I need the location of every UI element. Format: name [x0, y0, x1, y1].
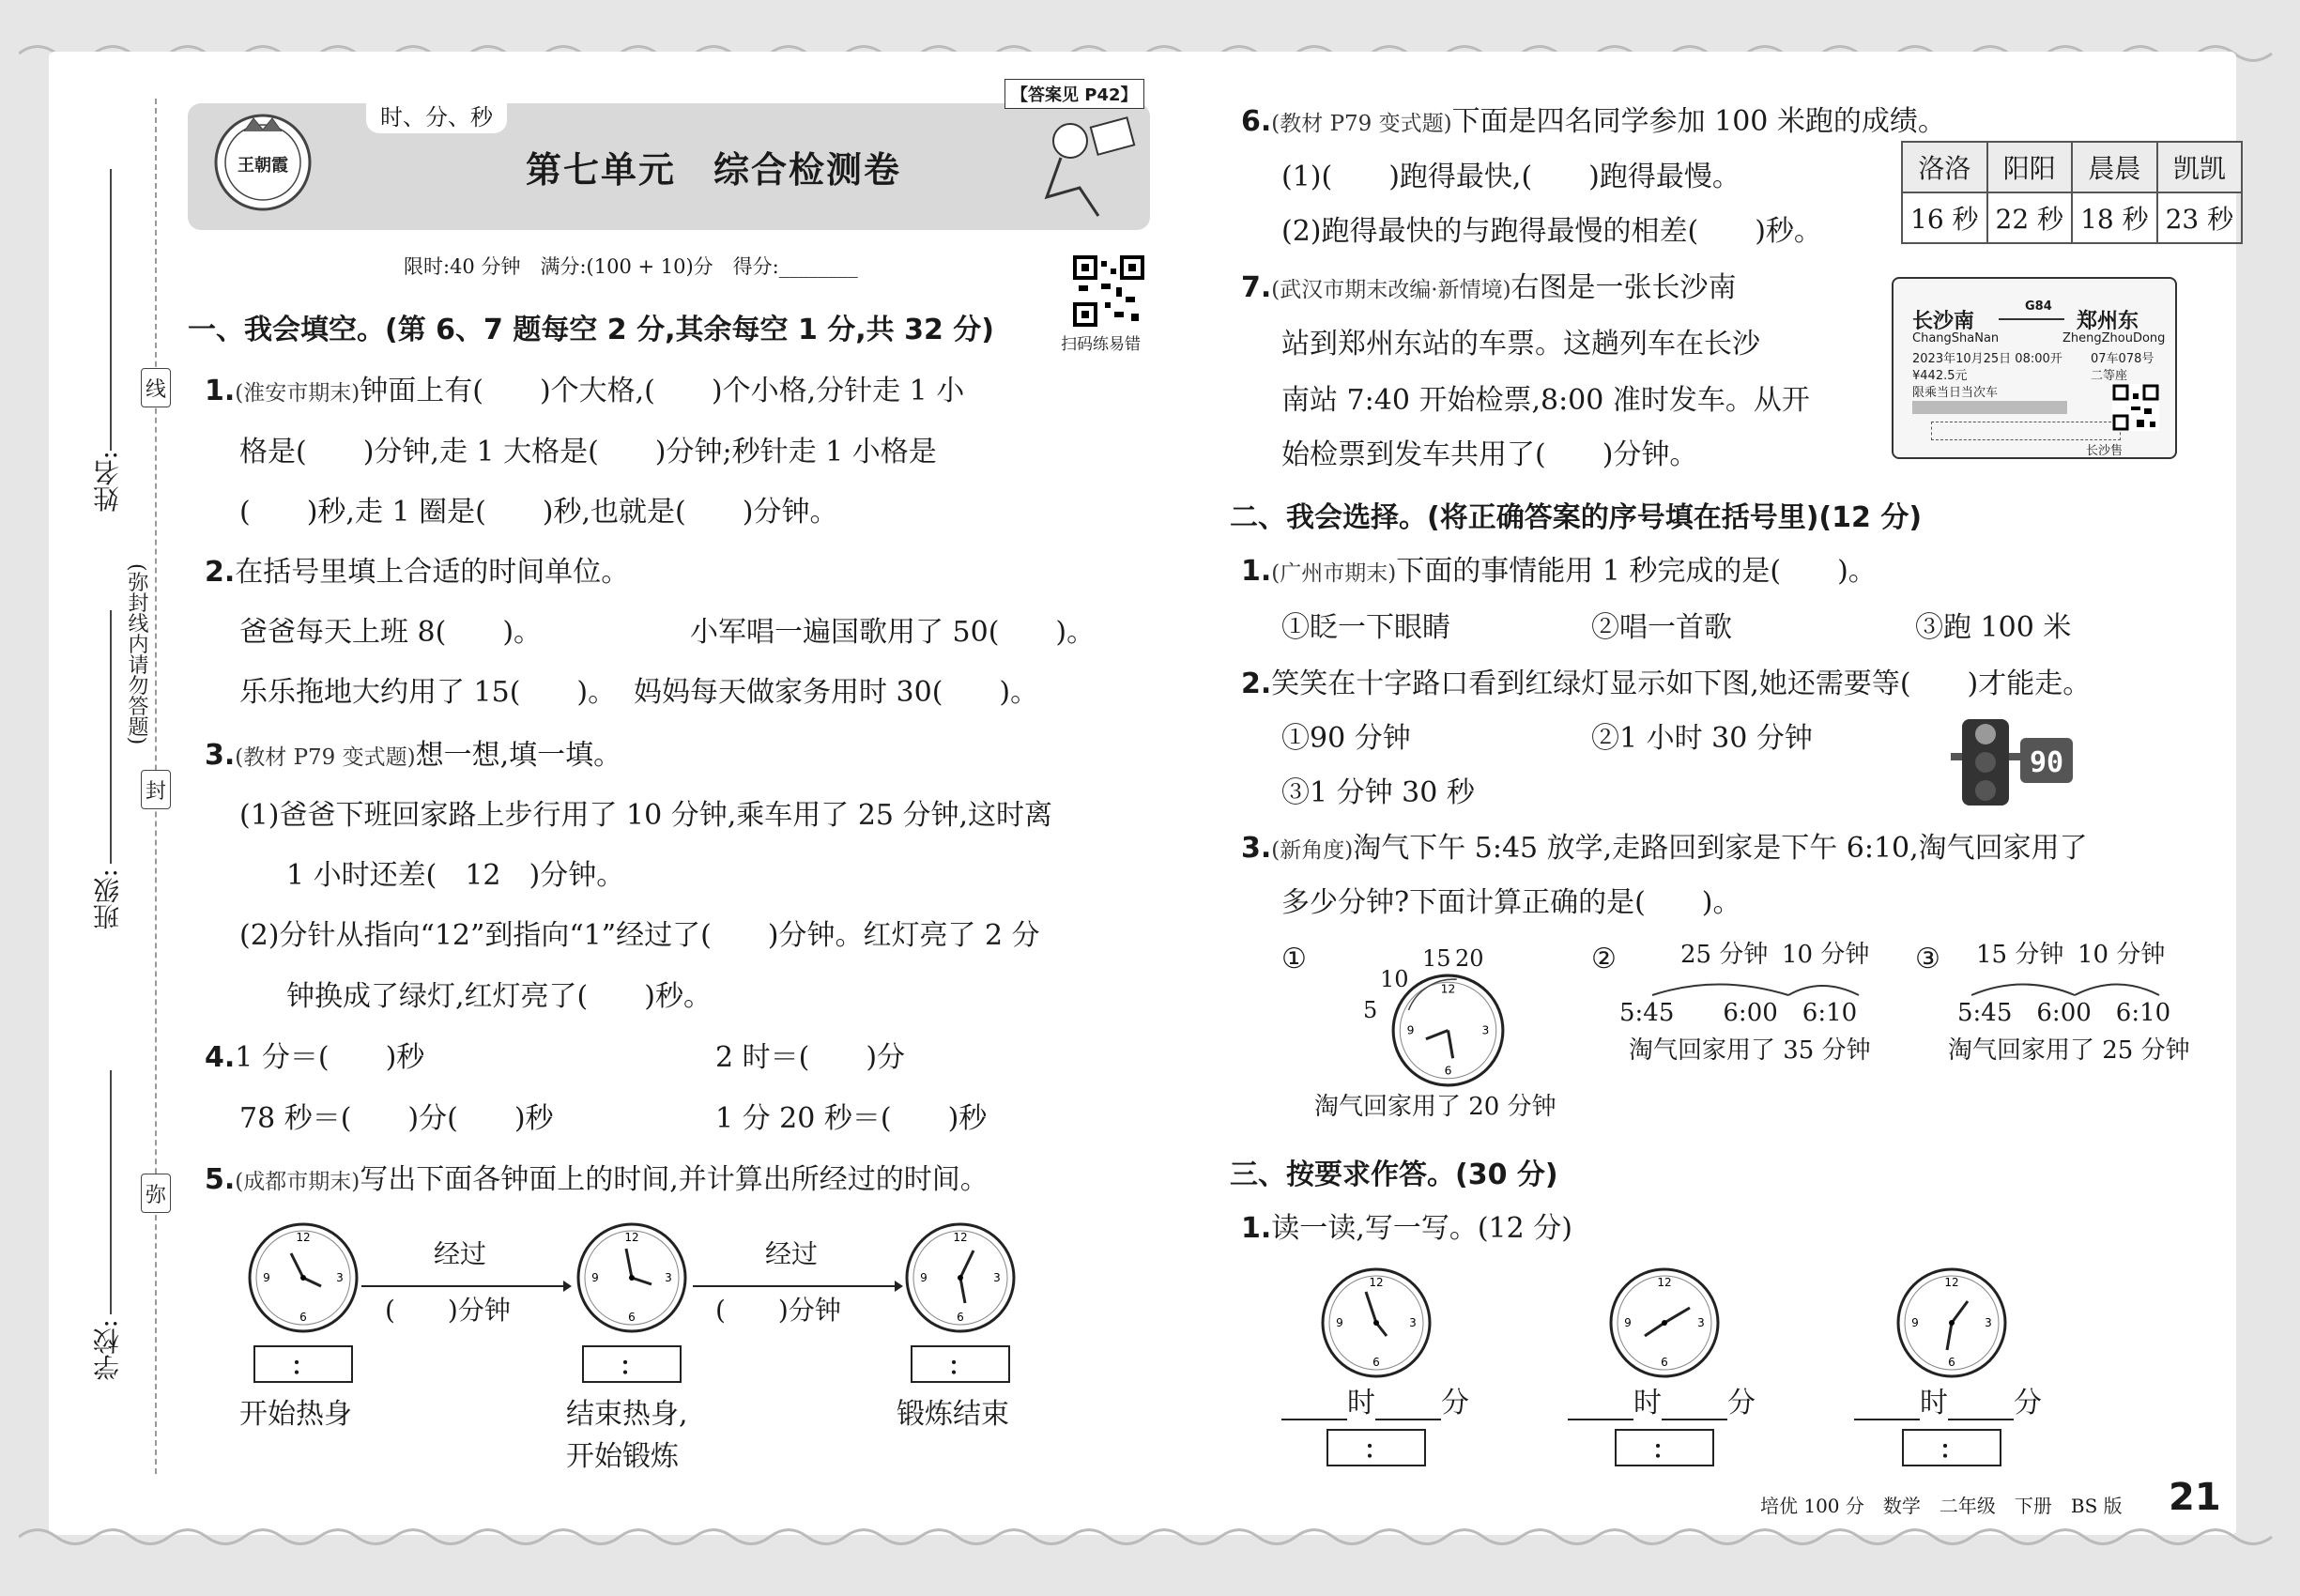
- digital-box-2[interactable]: ：: [1615, 1429, 1714, 1466]
- time-cell: 22 秒: [1987, 192, 2073, 243]
- q2-item-a: 爸爸每天上班 8( )。: [239, 616, 543, 649]
- choice2-arcs: [1648, 972, 1873, 1000]
- svg-text:9: 9: [1336, 1316, 1343, 1329]
- hour-unit-1: 时: [1347, 1387, 1375, 1420]
- page-title: 第七单元 综合检测卷: [526, 149, 902, 191]
- exam-meta: 限时:40 分钟 满分:(100 + 10)分 得分:________: [404, 255, 858, 278]
- logo-text: 王朝霞: [238, 156, 288, 176]
- q6-line2: (1)( )跑得最快,( )跑得最慢。: [1281, 161, 1740, 193]
- school-label: 学校:: [92, 1319, 123, 1381]
- q5-number: 5.: [205, 1163, 236, 1196]
- topic-tab: 时、分、秒: [366, 96, 507, 133]
- svg-text:6: 6: [299, 1311, 307, 1324]
- svg-text:6: 6: [1372, 1356, 1380, 1369]
- qr-code-icon[interactable]: [1073, 255, 1144, 327]
- choice2-label[interactable]: ②: [1591, 943, 1617, 975]
- digital-box-3[interactable]: ：: [1902, 1429, 2001, 1466]
- q6-number: 6.: [1241, 105, 1272, 138]
- svg-text:12: 12: [1369, 1276, 1384, 1289]
- q5-line1: 写出下面各钟面上的时间,并计算出所经过的时间。: [360, 1163, 989, 1196]
- choice2-top1: 25 分钟: [1680, 941, 1769, 969]
- ticket-from: 长沙南: [1912, 310, 1975, 333]
- seal-mark-seal: 封: [141, 770, 171, 809]
- svg-text:12: 12: [1657, 1276, 1672, 1289]
- choice3-top2: 10 分钟: [2078, 941, 2166, 969]
- q6-line1: 下面是四名同学参加 100 米跑的成绩。: [1451, 105, 1946, 138]
- q1-line1: 钟面上有( )个大格,( )个小格,分针走 1 小: [360, 375, 965, 407]
- choice1-num-5: 5: [1363, 997, 1378, 1023]
- time-cell: 16 秒: [1902, 192, 1987, 243]
- s2q1-option2[interactable]: ②唱一首歌: [1591, 611, 1732, 644]
- cartoon-runner-icon: [1004, 103, 1145, 230]
- s2q1-option1[interactable]: ①眨一下眼睛: [1281, 611, 1450, 644]
- choice2-caption: 淘气回家用了 35 分钟: [1629, 1036, 1871, 1065]
- q3-source: (教材 P79 变式题): [235, 745, 416, 770]
- svg-text:3: 3: [1409, 1316, 1417, 1329]
- arrow-1: [361, 1277, 573, 1296]
- publisher-logo: [211, 111, 314, 214]
- time-box-1[interactable]: ：: [253, 1345, 353, 1383]
- label-start-exercise: 开始锻炼: [566, 1440, 679, 1473]
- q3-part2-line2: 钟换成了绿灯,红灯亮了( )秒。: [286, 980, 712, 1013]
- choice2-top2: 10 分钟: [1782, 941, 1870, 969]
- choice1-caption: 淘气回家用了 20 分钟: [1314, 1093, 1556, 1121]
- section1-heading: 一、我会填空。(第 6、7 题每空 2 分,其余每空 1 分,共 32 分): [188, 314, 995, 346]
- q7-line3: 南站 7:40 开始检票,8:00 准时发车。从开: [1281, 384, 1810, 417]
- q4-number: 4.: [205, 1041, 236, 1074]
- q3-number: 3.: [205, 739, 236, 772]
- q7-source: (武汉市期末改编·新情境): [1271, 278, 1511, 302]
- ticket-price: ¥442.5元: [1912, 369, 1968, 383]
- s3q1-line1: 读一读,写一写。(12 分): [1271, 1212, 1572, 1245]
- time-box-2[interactable]: ：: [582, 1345, 682, 1383]
- ticket-to-pinyin: ZhengZhouDong: [2062, 331, 2166, 345]
- clock-end-warmup: [575, 1220, 689, 1335]
- seal-mark-mi: 弥: [141, 1174, 171, 1213]
- q7-line1: 右图是一张长沙南: [1510, 271, 1737, 304]
- ticket-car: 07车078号: [2091, 352, 2154, 366]
- svg-text:3: 3: [1697, 1316, 1705, 1329]
- q2-item-b: 小军唱一遍国歌用了 50( )。: [690, 616, 1096, 649]
- name-cell: 洛洛: [1902, 142, 1987, 192]
- s2q3-line2: 多少分钟?下面计算正确的是( )。: [1281, 886, 1741, 919]
- svg-text:9: 9: [1406, 1023, 1415, 1037]
- s2q3-source: (新角度): [1271, 838, 1354, 863]
- clock-start-warmup: [246, 1220, 360, 1335]
- q4-item-a: 1 分＝( )秒: [235, 1041, 425, 1074]
- ticket-arrow: [1999, 318, 2064, 320]
- svg-text:6: 6: [1661, 1356, 1668, 1369]
- q1-line2: 格是( )分钟,走 1 大格是( )分钟;秒针走 1 小格是: [239, 436, 937, 468]
- minute-blank-2[interactable]: [1662, 1392, 1727, 1420]
- ticket-note: 限乘当日当次车: [1912, 386, 1999, 400]
- svg-text:6: 6: [957, 1311, 964, 1324]
- q2-line1: 在括号里填上合适的时间单位。: [235, 556, 630, 589]
- time-cell: 18 秒: [2072, 192, 2157, 243]
- q3-part2-line1: (2)分针从指向“12”到指向“1”经过了( )分钟。红灯亮了 2 分: [239, 919, 1040, 952]
- s2q2-option3[interactable]: ③1 分钟 30 秒: [1281, 776, 1475, 809]
- hour-blank-2[interactable]: [1568, 1392, 1633, 1420]
- s2q2-option1[interactable]: ①90 分钟: [1281, 722, 1411, 755]
- hour-unit-2: 时: [1633, 1387, 1662, 1420]
- svg-text:3: 3: [665, 1271, 672, 1284]
- minute-blank-3[interactable]: [1948, 1392, 2014, 1420]
- clock-end-exercise: [903, 1220, 1018, 1335]
- q5-source: (成都市期末): [235, 1170, 360, 1194]
- label-start-warmup: 开始热身: [239, 1398, 352, 1431]
- footer-info: 培优 100 分 数学 二年级 下册 BS 版: [1760, 1495, 2123, 1517]
- q6-line3: (2)跑得最快的与跑得最慢的相差( )秒。: [1281, 215, 1822, 248]
- traffic-light-countdown: 90: [2029, 746, 2064, 779]
- svg-text:12: 12: [1440, 982, 1456, 996]
- hour-blank-1[interactable]: [1281, 1392, 1347, 1420]
- choice3-label[interactable]: ③: [1915, 943, 1940, 975]
- seal-mark-line: 线: [141, 368, 171, 407]
- train-ticket: [1892, 277, 2177, 459]
- minute-blank-1[interactable]: [1375, 1392, 1441, 1420]
- name-cell: 晨晨: [2072, 142, 2157, 192]
- q1-line3: ( )秒,走 1 圈是( )秒,也就是( )分钟。: [239, 496, 838, 529]
- choice1-num-15: 15: [1422, 945, 1451, 972]
- q3-part1-line1: (1)爸爸下班回家路上步行用了 10 分钟,乘车用了 25 分钟,这时离: [239, 799, 1053, 832]
- choice3-ticks: 5:45 6:00 6:10: [1957, 999, 2171, 1027]
- choice3-arcs: [1967, 972, 2173, 1000]
- svg-text:9: 9: [1911, 1316, 1919, 1329]
- ticket-id-blur: [1912, 401, 2067, 414]
- class-line: [110, 610, 112, 864]
- arrow-2-label: 经过: [765, 1238, 819, 1269]
- ticket-from-pinyin: ChangShaNan: [1912, 331, 2000, 345]
- name-cell: 凯凯: [2157, 142, 2243, 192]
- read-clock-2: [1607, 1266, 1722, 1380]
- svg-text:12: 12: [624, 1231, 639, 1244]
- section2-heading: 二、我会选择。(将正确答案的序号填在括号里)(12 分): [1230, 501, 1923, 534]
- seal-note: (弥封线内请勿答题): [125, 563, 148, 745]
- hour-blank-3[interactable]: [1854, 1392, 1920, 1420]
- svg-text:6: 6: [1948, 1356, 1955, 1369]
- time-cell: 23 秒: [2157, 192, 2243, 243]
- choice3-top1: 15 分钟: [1976, 941, 2064, 969]
- ticket-date: 2023年10月25日 08:00开: [1912, 352, 2062, 366]
- q3-part1-line2: 1 小时还差( 12 )分钟。: [286, 859, 625, 892]
- s3q1-number: 1.: [1241, 1212, 1272, 1245]
- read-clock-3: [1894, 1266, 2009, 1380]
- s2q2-line1: 笑笑在十字路口看到红绿灯显示如下图,她还需要等( )才能走。: [1271, 668, 2092, 700]
- svg-text:12: 12: [1944, 1276, 1959, 1289]
- minute-unit-3: 分: [2014, 1387, 2042, 1420]
- s2q3-number: 3.: [1241, 832, 1272, 865]
- q2-number: 2.: [205, 556, 236, 589]
- svg-text:3: 3: [336, 1271, 344, 1284]
- q7-number: 7.: [1241, 271, 1272, 304]
- choice2-ticks: 5:45 6:00 6:10: [1619, 999, 1858, 1027]
- ticket-dashed-box: [1931, 422, 2121, 440]
- s2q1-number: 1.: [1241, 555, 1272, 588]
- read-clock-1: [1319, 1266, 1434, 1380]
- q2-item-c: 乐乐拖地大约用了 15( )。: [239, 676, 617, 709]
- hour-unit-3: 时: [1920, 1387, 1948, 1420]
- unit-header: [188, 103, 1150, 230]
- svg-text:6: 6: [628, 1311, 636, 1324]
- q1-number: 1.: [205, 375, 236, 407]
- answer-reference: 【答案见 P42】: [1004, 79, 1144, 109]
- q4-item-b: 2 时＝( )分: [715, 1041, 906, 1074]
- svg-text:6: 6: [1444, 1064, 1452, 1078]
- arrow-1-label: 经过: [434, 1238, 487, 1269]
- traffic-light-icon: [1943, 715, 2075, 809]
- svg-text:12: 12: [296, 1231, 311, 1244]
- choice1-num-20: 20: [1455, 945, 1484, 972]
- svg-text:3: 3: [1985, 1316, 1992, 1329]
- q7-line4: 始检票到发车共用了( )分钟。: [1281, 438, 1698, 471]
- svg-text:9: 9: [591, 1271, 599, 1284]
- q6-source: (教材 P79 变式题): [1271, 112, 1452, 136]
- qr-caption: 扫码练易错: [1061, 335, 1141, 354]
- digital-box-1[interactable]: ：: [1326, 1429, 1426, 1466]
- q4-item-c: 78 秒＝( )分( )秒: [239, 1102, 554, 1135]
- s2q1-option3[interactable]: ③跑 100 米: [1915, 611, 2072, 644]
- ticket-seat: 二等座: [2091, 369, 2128, 383]
- race-results-table: [1901, 141, 2243, 244]
- page-number: 21: [2169, 1476, 2221, 1519]
- ticket-sale: 长沙售: [2086, 444, 2124, 458]
- ticket-train: G84: [2025, 299, 2052, 314]
- section3-heading: 三、按要求作答。(30 分): [1230, 1159, 1558, 1191]
- s2q2-option2[interactable]: ②1 小时 30 分钟: [1591, 722, 1813, 755]
- s2q3-line1: 淘气下午 5:45 放学,走路回到家是下午 6:10,淘气回家用了: [1353, 832, 2088, 865]
- svg-text:9: 9: [920, 1271, 928, 1284]
- ticket-qr-icon: [2112, 384, 2159, 431]
- ticket-to: 郑州东: [2077, 310, 2139, 333]
- q7-line2: 站到郑州东站的车票。这趟列车在长沙: [1281, 328, 1760, 361]
- school-line: [110, 1070, 112, 1314]
- time-box-3[interactable]: ：: [911, 1345, 1010, 1383]
- s2q1-source: (广州市期末): [1271, 561, 1397, 586]
- svg-text:9: 9: [1624, 1316, 1632, 1329]
- minute-unit-2: 分: [1727, 1387, 1756, 1420]
- name-label: 姓名:: [92, 451, 123, 513]
- q1-source: (淮安市期末): [235, 381, 360, 406]
- arrow-2: [693, 1277, 904, 1296]
- name-line: [110, 169, 112, 451]
- q4-item-d: 1 分 20 秒＝( )秒: [715, 1102, 988, 1135]
- arrow-1-answer: ( )分钟: [385, 1295, 511, 1326]
- choice1-label[interactable]: ①: [1281, 943, 1307, 975]
- bottom-wave-border: [19, 1521, 2281, 1553]
- svg-text:3: 3: [1481, 1023, 1490, 1037]
- svg-text:9: 9: [263, 1271, 270, 1284]
- s2q1-line1: 下面的事情能用 1 秒完成的是( )。: [1396, 555, 1877, 588]
- q3-line1: 想一想,填一填。: [415, 739, 622, 772]
- svg-text:12: 12: [953, 1231, 968, 1244]
- minute-unit-1: 分: [1441, 1387, 1469, 1420]
- label-end-warmup: 结束热身,: [566, 1398, 688, 1431]
- choice1-clock: [1389, 972, 1507, 1089]
- name-cell: 阳阳: [1987, 142, 2073, 192]
- class-label: 班级:: [92, 868, 123, 930]
- q2-item-d: 妈妈每天做家务用时 30( )。: [634, 676, 1039, 709]
- label-end-exercise: 锻炼结束: [897, 1398, 1009, 1431]
- svg-text:3: 3: [993, 1271, 1001, 1284]
- arrow-2-answer: ( )分钟: [715, 1295, 841, 1326]
- choice1-num-10: 10: [1380, 966, 1409, 992]
- s2q2-number: 2.: [1241, 668, 1272, 700]
- choice3-caption: 淘气回家用了 25 分钟: [1948, 1036, 2190, 1065]
